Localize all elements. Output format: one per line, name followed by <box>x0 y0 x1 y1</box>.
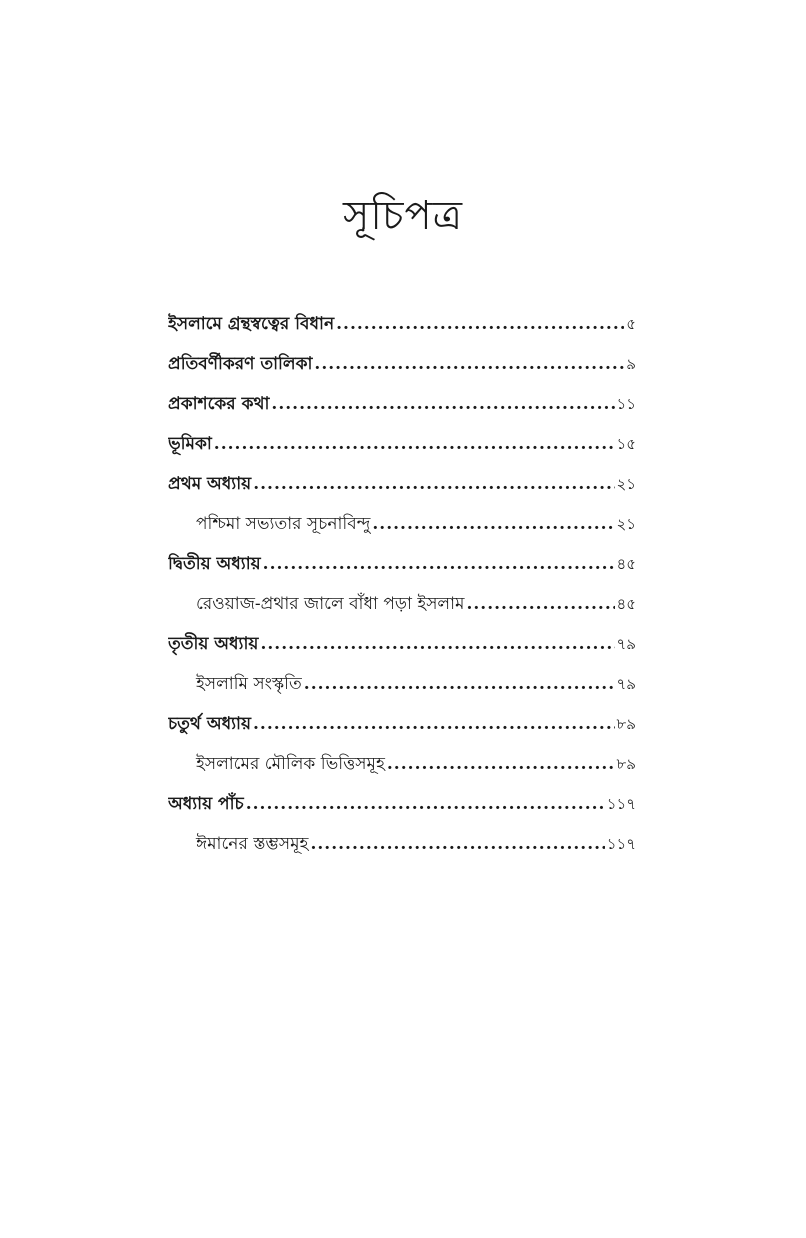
toc-entry-label: ভূমিকা <box>168 434 212 454</box>
dot-leader <box>304 664 615 704</box>
dot-leader <box>260 624 614 664</box>
dot-leader <box>314 344 624 384</box>
toc-entry-label: অধ্যায় পাঁচ <box>168 794 244 814</box>
dot-leader <box>372 504 614 544</box>
toc-entry[interactable] <box>168 384 636 424</box>
toc-entry-label: দ্বিতীয় অধ্যায় <box>168 554 261 574</box>
table-of-contents <box>168 304 636 864</box>
toc-entry[interactable] <box>168 424 636 464</box>
toc-entry-page: ২১ <box>616 475 636 493</box>
toc-entry-page: ২১ <box>616 515 636 533</box>
toc-entry-page: ৫ <box>626 315 636 333</box>
toc-entry-page: ১১ <box>616 395 636 413</box>
toc-subentry[interactable] <box>168 664 636 704</box>
toc-subentry[interactable] <box>168 744 636 784</box>
toc-entry-page: ৭৯ <box>616 635 636 653</box>
toc-entry-page: ৮৯ <box>616 755 636 773</box>
toc-entry-label: পশ্চিমা সভ্যতার সূচনাবিন্দু <box>196 514 371 534</box>
dot-leader <box>336 304 624 344</box>
toc-entry-label: প্রথম অধ্যায় <box>168 474 252 494</box>
toc-subentry[interactable] <box>168 824 636 864</box>
toc-entry[interactable] <box>168 784 636 824</box>
toc-subentry[interactable] <box>168 584 636 624</box>
toc-entry-label: রেওয়াজ-প্রথার জালে বাঁধা পড়া ইসলাম <box>196 594 465 614</box>
toc-entry-page: ৭৯ <box>616 675 636 693</box>
dot-leader <box>310 824 604 864</box>
toc-entry-page: ১৫ <box>616 435 636 453</box>
dot-leader <box>271 384 614 424</box>
dot-leader <box>263 544 615 584</box>
toc-entry-page: ৯ <box>626 355 636 373</box>
toc-entry[interactable] <box>168 464 636 504</box>
dot-leader <box>253 464 614 504</box>
toc-entry[interactable] <box>168 304 636 344</box>
toc-entry-label: তৃতীয় অধ্যায় <box>168 634 259 654</box>
toc-entry-label: ইসলামি সংস্কৃতি <box>196 674 302 694</box>
toc-entry-label: ইসলামে গ্রন্থস্বত্বের বিধান <box>168 314 335 334</box>
toc-entry-page: ৪৫ <box>616 555 636 573</box>
toc-entry[interactable] <box>168 624 636 664</box>
dot-leader <box>253 704 615 744</box>
toc-entry-page: ১১৭ <box>606 795 636 813</box>
toc-entry-label: ঈমানের স্তম্ভসমূহ <box>196 834 309 854</box>
toc-entry[interactable] <box>168 344 636 384</box>
toc-entry-page: ১১৭ <box>606 835 636 853</box>
page-title: সূচিপত্র <box>343 193 463 239</box>
dot-leader <box>387 744 615 784</box>
toc-subentry[interactable] <box>168 504 636 544</box>
dot-leader <box>246 784 605 824</box>
toc-entry-page: ৮৯ <box>616 715 636 733</box>
dot-leader <box>214 424 615 464</box>
toc-entry-page: ৪৫ <box>616 595 636 613</box>
toc-entry-label: প্রকাশকের কথা <box>168 394 270 414</box>
toc-entry-label: প্রতিবর্ণীকরণ তালিকা <box>168 354 313 374</box>
toc-entry-label: ইসলামের মৌলিক ভিত্তিসমূহ <box>196 754 385 774</box>
toc-entry-label: চতুর্থ অধ্যায় <box>168 714 251 734</box>
dot-leader <box>466 584 614 624</box>
toc-entry[interactable] <box>168 704 636 744</box>
toc-entry[interactable] <box>168 544 636 584</box>
